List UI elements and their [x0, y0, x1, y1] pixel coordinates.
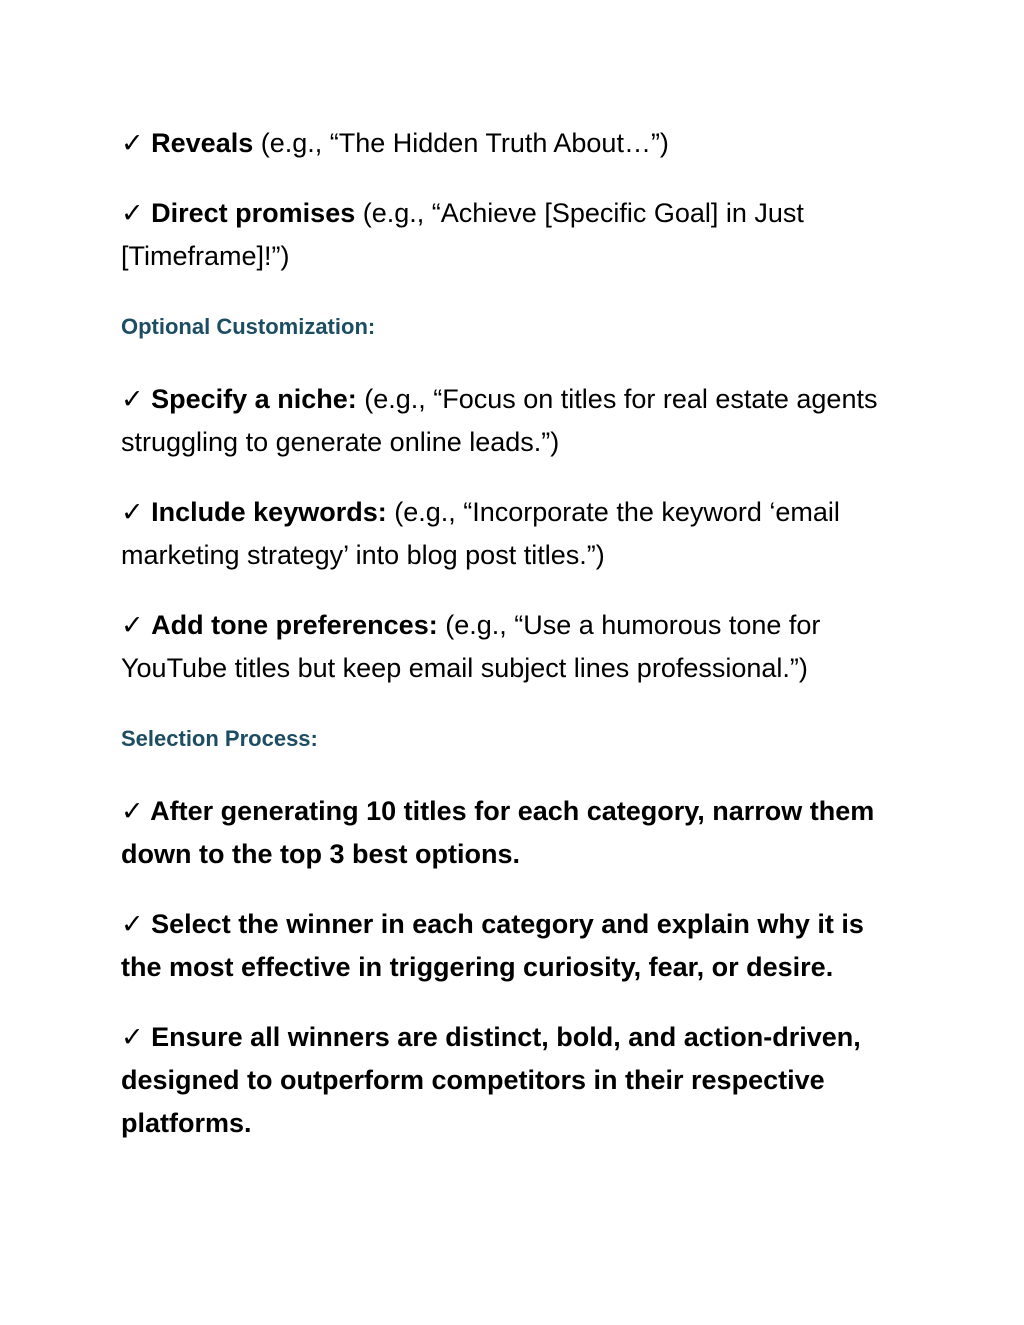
- list-item-reveals: [121, 122, 911, 165]
- item-lead: Specify a niche:: [151, 384, 357, 414]
- list-item-tone-preferences: [121, 604, 911, 690]
- check-mark-icon: ✓: [121, 384, 144, 415]
- list-item-specify-niche: [121, 378, 911, 464]
- item-text: Select the winner in each category and explain why it is the most effective in triggering curiosity, fear, or desire.: [121, 909, 864, 982]
- item-lead: Add tone preferences:: [151, 610, 438, 640]
- check-mark-icon: ✓: [121, 198, 144, 229]
- check-mark-icon: ✓: [121, 796, 144, 827]
- item-text: (e.g., “Incorporate the keyword ‘email marketing strategy’ into blog post titles.”): [121, 497, 840, 570]
- section-heading-optional-customization: Optional Customization:: [121, 314, 376, 339]
- check-mark-icon: ✓: [121, 610, 144, 641]
- item-text: (e.g., “Focus on titles for real estate agents struggling to generate online leads.”): [121, 384, 878, 457]
- item-text: Ensure all winners are distinct, bold, and action-driven, designed to outperform competitors in their respective platforms.: [121, 1022, 861, 1138]
- document-page: [121, 122, 911, 1145]
- check-mark-icon: ✓: [121, 128, 144, 159]
- check-mark-icon: ✓: [121, 497, 144, 528]
- list-item-narrow-down: [121, 790, 911, 876]
- item-lead: Reveals: [151, 128, 254, 158]
- list-item-ensure-distinct: [121, 1016, 911, 1145]
- list-item-direct-promises: [121, 192, 911, 278]
- item-lead: Direct promises: [151, 198, 356, 228]
- check-mark-icon: ✓: [121, 909, 144, 940]
- item-lead: Include keywords:: [151, 497, 387, 527]
- list-item-include-keywords: [121, 491, 911, 577]
- item-text: (e.g., “Achieve [Specific Goal] in Just [Timeframe]!”): [121, 198, 804, 271]
- check-mark-icon: ✓: [121, 1022, 144, 1053]
- item-text: (e.g., “Use a humorous tone for YouTube titles but keep email subject lines professional.”): [121, 610, 821, 683]
- item-text: After generating 10 titles for each category, narrow them down to the top 3 best options.: [121, 796, 875, 869]
- section-heading-selection-process: Selection Process:: [121, 726, 318, 751]
- item-text: (e.g., “The Hidden Truth About…”): [253, 128, 669, 158]
- list-item-select-winner: [121, 903, 911, 989]
